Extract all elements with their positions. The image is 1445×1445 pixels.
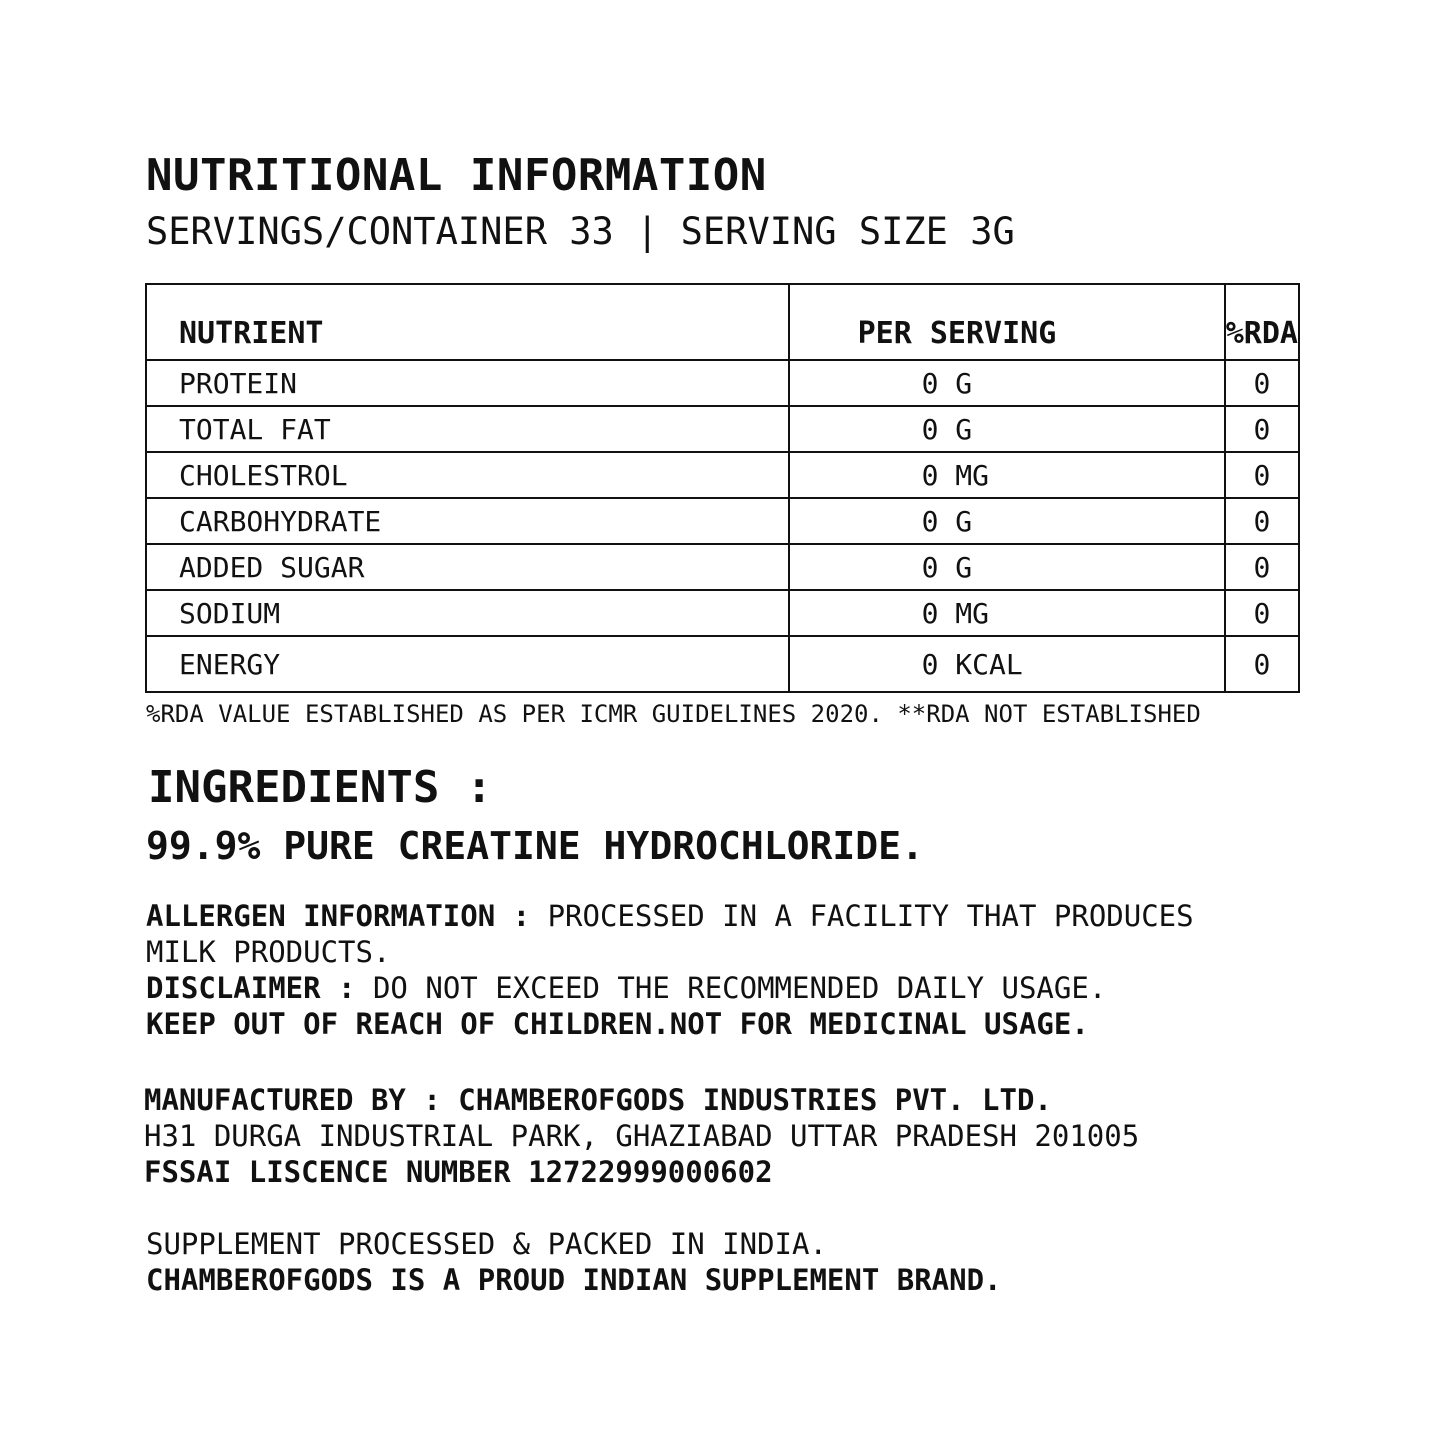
table-row (146, 452, 1299, 498)
ingredients-heading: INGREDIENTS : (148, 762, 493, 813)
nutrient-rda: 0 (1225, 360, 1299, 406)
nutrient-name: CHOLESTROL (146, 452, 789, 498)
nutrition-table (145, 283, 1300, 693)
column-header-nutrient: NUTRIENT (146, 284, 789, 360)
nutrient-per-serving: 0 G (789, 498, 1225, 544)
serving-info: SERVINGS/CONTAINER 33 | SERVING SIZE 3G (146, 210, 1015, 253)
nutrient-per-serving: 0 KCAL (789, 636, 1225, 692)
table-row (146, 544, 1299, 590)
nutrient-name: ENERGY (146, 636, 789, 692)
nutrient-name: SODIUM (146, 590, 789, 636)
rda-footnote: %RDA VALUE ESTABLISHED AS PER ICMR GUIDELINES 2020. **RDA NOT ESTABLISHED (146, 700, 1201, 728)
origin-line: SUPPLEMENT PROCESSED & PACKED IN INDIA. (146, 1227, 827, 1261)
allergen-line (146, 898, 1194, 934)
nutrient-rda: 0 (1225, 452, 1299, 498)
nutrient-name: TOTAL FAT (146, 406, 789, 452)
manufacturer-line: MANUFACTURED BY : CHAMBEROFGODS INDUSTRIES PVT. LTD. (144, 1083, 1052, 1117)
fssai-license: FSSAI LISCENCE NUMBER 12722999000602 (144, 1155, 773, 1189)
nutrient-rda: 0 (1225, 590, 1299, 636)
column-header-per-serving: PER SERVING (789, 284, 1225, 360)
table-header-row (146, 284, 1299, 360)
column-header-rda: %RDA (1225, 284, 1299, 360)
manufacturer-address: H31 DURGA INDUSTRIAL PARK, GHAZIABAD UTTAR PRADESH 201005 (144, 1119, 1140, 1153)
allergen-label: ALLERGEN INFORMATION : (146, 899, 531, 933)
allergen-text-continued: MILK PRODUCTS. (146, 935, 391, 969)
nutrient-rda: 0 (1225, 498, 1299, 544)
nutrient-rda: 0 (1225, 544, 1299, 590)
nutrient-per-serving: 0 MG (789, 452, 1225, 498)
disclaimer-line (146, 970, 1194, 1006)
allergen-text: PROCESSED IN A FACILITY THAT PRODUCES (530, 899, 1194, 933)
safety-warning: KEEP OUT OF REACH OF CHILDREN.NOT FOR MEDICINAL USAGE. (146, 1007, 1089, 1041)
table-row (146, 636, 1299, 692)
nutrient-per-serving: 0 MG (789, 590, 1225, 636)
manufacturer-block (144, 1082, 1139, 1190)
ingredients-text: 99.9% PURE CREATINE HYDROCHLORIDE. (146, 824, 924, 868)
allergen-block (146, 898, 1194, 1042)
table-row (146, 498, 1299, 544)
nutrient-per-serving: 0 G (789, 544, 1225, 590)
page-title: NUTRITIONAL INFORMATION (146, 150, 767, 201)
nutrient-rda: 0 (1225, 406, 1299, 452)
nutrient-per-serving: 0 G (789, 360, 1225, 406)
table-row (146, 590, 1299, 636)
origin-block (146, 1226, 1002, 1298)
disclaimer-label: DISCLAIMER : (146, 971, 356, 1005)
nutrient-rda: 0 (1225, 636, 1299, 692)
table-row (146, 406, 1299, 452)
nutrient-name: PROTEIN (146, 360, 789, 406)
nutrient-name: ADDED SUGAR (146, 544, 789, 590)
disclaimer-text: DO NOT EXCEED THE RECOMMENDED DAILY USAGE. (355, 971, 1107, 1005)
nutrient-per-serving: 0 G (789, 406, 1225, 452)
brand-statement: CHAMBEROFGODS IS A PROUD INDIAN SUPPLEMENT BRAND. (146, 1263, 1002, 1297)
table-row (146, 360, 1299, 406)
nutrient-name: CARBOHYDRATE (146, 498, 789, 544)
